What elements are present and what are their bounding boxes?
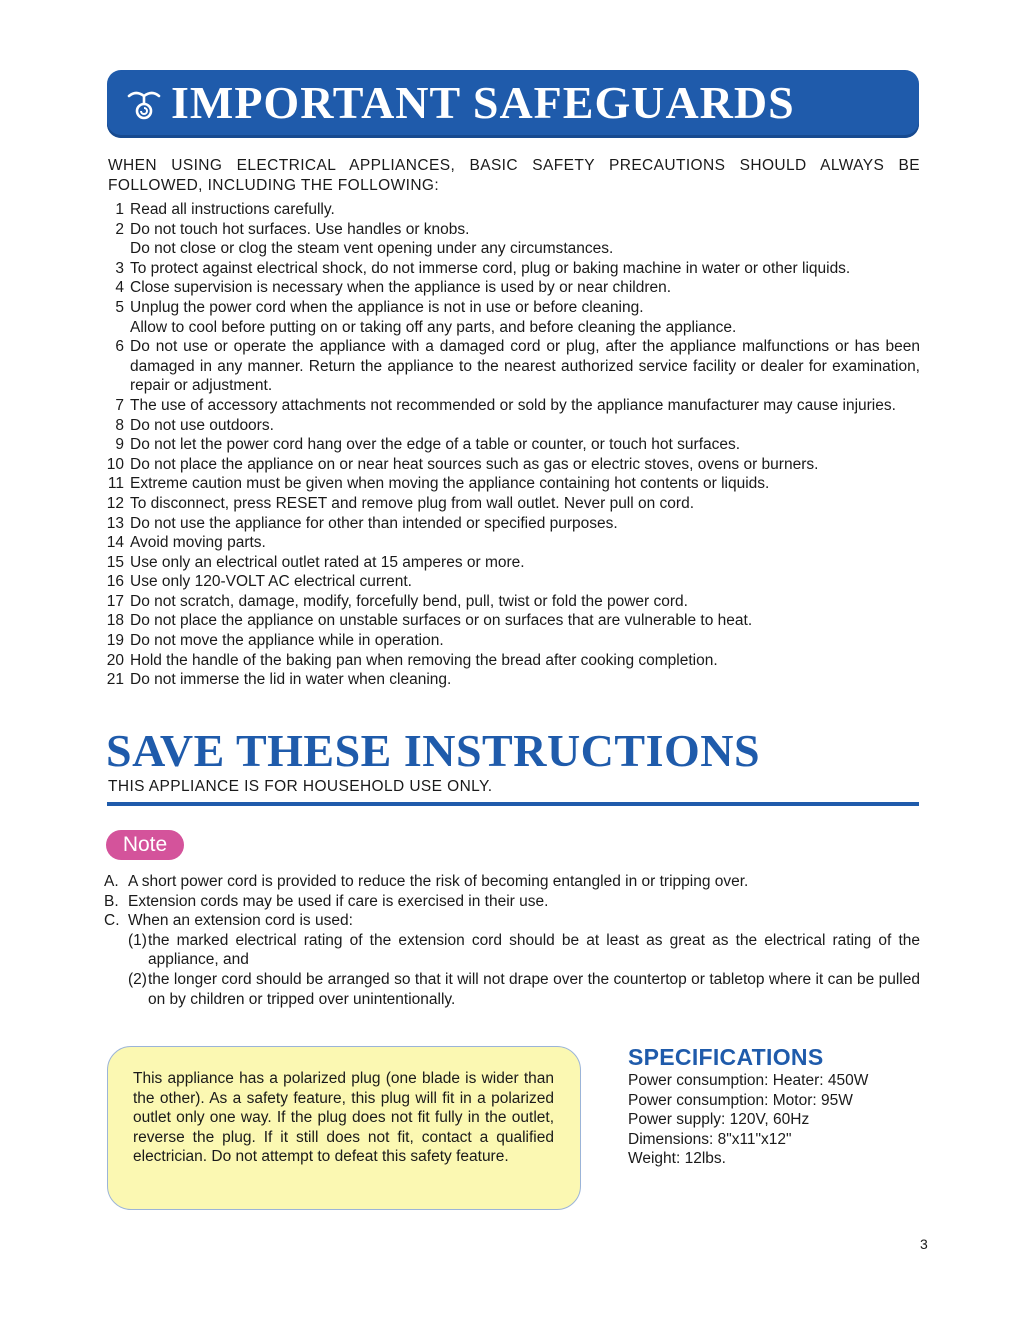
note-letter: A. xyxy=(104,873,119,890)
safeguard-item xyxy=(100,553,920,573)
safeguard-number: 11 xyxy=(107,475,124,493)
specification-item: Power supply: 120V, 60Hz xyxy=(628,1111,810,1129)
safeguard-line: Do not immerse the lid in water when cleaning. xyxy=(130,671,452,689)
safeguard-text xyxy=(130,651,920,671)
safeguard-text xyxy=(130,553,920,573)
sub-note-number: (1) xyxy=(128,931,147,949)
safeguard-text xyxy=(130,416,920,436)
specification-item: Power consumption: Motor: 95W xyxy=(628,1091,853,1109)
safeguard-line: Do not let the power cord hang over the edge of a table or counter, or touch hot surfaces. xyxy=(130,436,741,454)
note-item xyxy=(104,911,920,1009)
specification-item: Dimensions: 8"x11"x12" xyxy=(628,1130,792,1148)
safeguard-number: 2 xyxy=(115,220,124,238)
safeguard-text xyxy=(130,514,920,534)
safeguard-item xyxy=(100,651,920,671)
safeguard-line: Do not touch hot surfaces. Use handles or knobs. xyxy=(130,220,470,238)
sub-note-text: the longer cord should be arranged so that it will not drape over the countertop or tabletop where it can be pulled on by children or tripped over unintentionally. xyxy=(148,970,920,1008)
safeguard-item xyxy=(100,455,920,475)
safeguard-number: 7 xyxy=(115,396,124,414)
safeguard-line: Allow to cool before putting on or taking off any parts, and before cleaning the appliance. xyxy=(130,318,737,336)
safeguard-text xyxy=(130,670,920,690)
page-number: 3 xyxy=(920,1236,928,1252)
note-badge: Note xyxy=(106,830,184,860)
safeguard-item xyxy=(100,474,920,494)
safeguard-line: Do not use or operate the appliance with a damaged cord or plug, after the appliance malfunctions or has been damaged in any manner. Return the appliance to the nearest authorized service facility or dealer for examination, repair or adjustment. xyxy=(130,338,920,395)
sub-note-item xyxy=(128,970,920,1009)
safeguard-text xyxy=(130,278,920,298)
safeguard-text xyxy=(130,592,920,612)
safeguard-item xyxy=(100,416,920,436)
sub-note-list xyxy=(128,931,920,1009)
safeguard-item xyxy=(100,396,920,416)
safeguard-item xyxy=(100,670,920,690)
safeguard-text xyxy=(130,200,920,220)
safeguard-line: Unplug the power cord when the appliance is not in use or before cleaning. xyxy=(130,298,644,316)
safeguard-item xyxy=(100,200,920,220)
safeguard-line: Do not place the appliance on unstable surfaces or on surfaces that are vulnerable to heat. xyxy=(130,612,753,630)
safeguard-number: 15 xyxy=(106,553,124,571)
safeguard-number: 20 xyxy=(106,651,124,669)
safeguard-number: 10 xyxy=(106,455,124,473)
safeguard-text xyxy=(130,259,920,279)
safeguard-number: 1 xyxy=(115,201,124,218)
intro-text: WHEN USING ELECTRICAL APPLIANCES, BASIC SAFETY PRECAUTIONS SHOULD ALWAYS BE FOLLOWED, INCLUDING THE FOLLOWING: xyxy=(108,157,920,194)
note-text xyxy=(128,892,920,912)
safeguard-line: Do not scratch, damage, modify, forcefully bend, pull, twist or fold the power cord. xyxy=(130,592,688,610)
polarized-plug-text: This appliance has a polarized plug (one blade is wider than the other). As a safety feature, this plug will fit in a polarized outlet only one way. If the plug does not fit fully in the outlet, reverse the plug. If it still does not fit, contact a qualified electrician. Do not attempt to defeat this safety feature. xyxy=(133,1070,554,1166)
safeguard-item xyxy=(100,514,920,534)
household-notice: THIS APPLIANCE IS FOR HOUSEHOLD USE ONLY. xyxy=(108,778,493,795)
safeguard-text xyxy=(130,533,920,553)
safeguard-number: 4 xyxy=(115,279,124,297)
safeguard-line: Extreme caution must be given when moving the appliance containing hot contents or liquids. xyxy=(130,475,770,493)
note-text xyxy=(128,872,920,892)
safeguard-number: 12 xyxy=(106,494,124,512)
safeguard-text xyxy=(130,396,920,416)
safeguard-number: 17 xyxy=(106,592,124,610)
note-letter: B. xyxy=(104,892,119,910)
safeguard-item xyxy=(100,337,920,396)
safeguard-line: To disconnect, press RESET and remove plug from wall outlet. Never pull on cord. xyxy=(130,494,695,512)
safeguard-number: 21 xyxy=(106,671,124,689)
divider xyxy=(107,802,919,806)
safeguard-item xyxy=(100,533,920,553)
safeguard-item xyxy=(100,631,920,651)
specification-item: Weight: 12lbs. xyxy=(628,1150,726,1168)
safeguard-number: 18 xyxy=(106,612,124,630)
sub-note-text: the marked electrical rating of the extension cord should be at least as great as the electrical rating of the appliance, and xyxy=(148,931,920,969)
safeguard-line: Hold the handle of the baking pan when removing the bread after cooking completion. xyxy=(130,651,718,669)
safeguard-text xyxy=(130,611,920,631)
safeguard-list xyxy=(100,200,920,690)
safeguard-text xyxy=(130,298,920,337)
safeguard-line: Do not use outdoors. xyxy=(130,416,274,434)
safeguard-line: Avoid moving parts. xyxy=(130,534,266,552)
safeguard-line: Read all instructions carefully. xyxy=(130,201,335,218)
note-text-content: When an extension cord is used: xyxy=(128,912,353,930)
safeguard-text xyxy=(130,631,920,651)
safeguard-item xyxy=(100,298,920,337)
safeguard-line: Do not close or clog the steam vent opening under any circumstances. xyxy=(130,240,614,258)
safeguard-item xyxy=(100,259,920,279)
header-banner xyxy=(107,70,919,138)
note-text-content: A short power cord is provided to reduce the risk of becoming entangled in or tripping over. xyxy=(128,873,749,890)
specifications-list xyxy=(628,1071,868,1169)
safeguard-line: Do not use the appliance for other than intended or specified purposes. xyxy=(130,514,618,532)
safeguard-item xyxy=(100,435,920,455)
safeguard-line: The use of accessory attachments not recommended or sold by the appliance manufacturer may cause injuries. xyxy=(130,396,896,414)
safeguard-text xyxy=(130,337,920,396)
safeguard-line: Use only an electrical outlet rated at 15 amperes or more. xyxy=(130,553,525,571)
sub-note-item xyxy=(128,931,920,970)
safeguard-line: Close supervision is necessary when the appliance is used by or near children. xyxy=(130,279,672,297)
safeguard-text xyxy=(130,474,920,494)
note-text xyxy=(128,911,920,1009)
safeguard-item xyxy=(100,220,920,259)
page-title: IMPORTANT SAFEGUARDS xyxy=(171,77,795,128)
save-instructions-title: SAVE THESE INSTRUCTIONS xyxy=(106,725,761,776)
specifications-title: SPECIFICATIONS xyxy=(628,1044,824,1070)
specification-item: Power consumption: Heater: 450W xyxy=(628,1072,869,1089)
safeguard-item xyxy=(100,494,920,514)
safeguard-item xyxy=(100,592,920,612)
sprout-icon xyxy=(127,88,161,122)
safeguard-number: 9 xyxy=(115,436,124,454)
safeguard-text xyxy=(130,455,920,475)
note-item xyxy=(104,872,920,892)
safeguard-number: 19 xyxy=(106,632,124,650)
polarized-plug-notice xyxy=(107,1046,581,1210)
safeguard-text xyxy=(130,494,920,514)
note-text-content: Extension cords may be used if care is exercised in their use. xyxy=(128,892,549,910)
safeguard-number: 16 xyxy=(106,573,124,591)
safeguard-item xyxy=(100,278,920,298)
safeguard-number: 14 xyxy=(106,534,124,552)
note-letter: C. xyxy=(104,912,120,930)
safeguard-line: Use only 120-VOLT AC electrical current. xyxy=(130,573,412,591)
safeguard-text xyxy=(130,572,920,592)
safeguard-text xyxy=(130,220,920,259)
safeguard-number: 5 xyxy=(115,298,124,316)
safeguard-line: Do not place the appliance on or near heat sources such as gas or electric stoves, ovens or burners. xyxy=(130,455,819,473)
sub-note-number: (2) xyxy=(128,970,147,988)
safeguard-number: 13 xyxy=(106,514,124,532)
note-item xyxy=(104,892,920,912)
safeguard-number: 8 xyxy=(115,416,124,434)
safeguard-item xyxy=(100,572,920,592)
safeguard-item xyxy=(100,611,920,631)
safeguard-number: 3 xyxy=(115,259,124,277)
safeguard-line: To protect against electrical shock, do not immerse cord, plug or baking machine in water or other liquids. xyxy=(130,259,851,277)
safeguard-number: 6 xyxy=(115,338,124,356)
safeguard-text xyxy=(130,435,920,455)
note-list xyxy=(104,872,920,1009)
safeguard-line: Do not move the appliance while in operation. xyxy=(130,632,444,650)
